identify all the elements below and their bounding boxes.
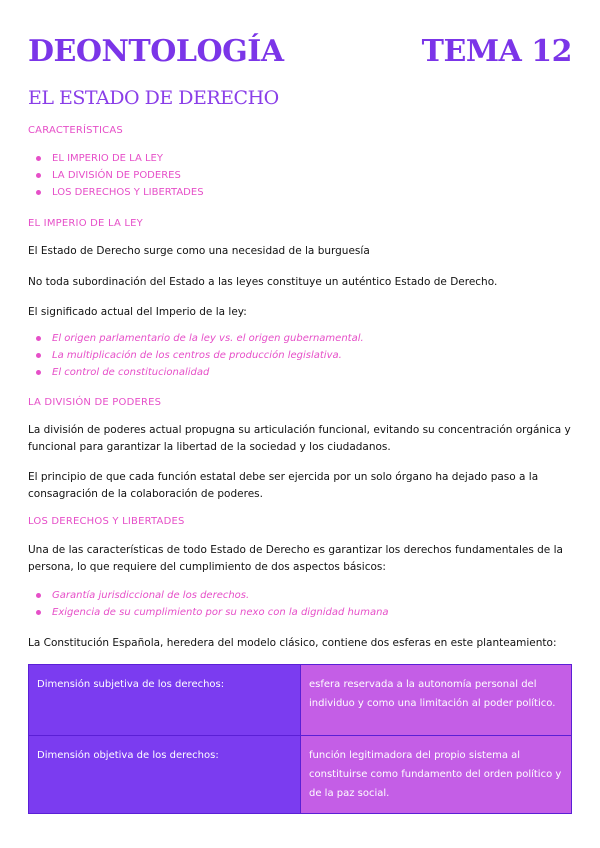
paragraph: No toda subordinación del Estado a las leyes constituye un auténtico Estado de Derecho. <box>28 276 498 288</box>
bullet-icon <box>36 190 41 195</box>
title-row <box>28 34 572 74</box>
paragraph: El significado actual del Imperio de la ley: <box>28 306 247 318</box>
paragraph: La división de poderes actual propugna su articulación funcional, evitando su concentración orgánica y funcional para garantizar la libertad de la sociedad y los ciudadanos. <box>28 424 571 453</box>
section-heading-caracteristicas: CARACTERÍSTICAS <box>28 125 123 136</box>
bullet-icon <box>36 156 41 161</box>
imperio-list <box>36 330 364 381</box>
page-subtitle: EL ESTADO DE DERECHO <box>28 87 279 109</box>
list-item: La multiplicación de los centros de producción legislativa. <box>36 347 364 364</box>
derechos-list <box>36 587 389 621</box>
section-heading-division: LA DIVISIÓN DE PODERES <box>28 397 162 408</box>
table-cell-description: función legitimadora del propio sistema al constituirse como fundamento del orden político y de la paz social. <box>301 736 572 814</box>
bullet-icon <box>36 336 41 341</box>
list-item: El origen parlamentario de la ley vs. el origen gubernamental. <box>36 330 364 347</box>
list-item: LOS DERECHOS Y LIBERTADES <box>36 184 204 201</box>
paragraph: El Estado de Derecho surge como una necesidad de la burguesía <box>28 245 370 257</box>
bullet-icon <box>36 370 41 375</box>
section-heading-imperio: EL IMPERIO DE LA LEY <box>28 218 143 229</box>
table-cell-description: esfera reservada a la autonomía personal del individuo y como una limitación al poder político. <box>301 665 572 736</box>
bullet-icon <box>36 353 41 358</box>
caracteristicas-list <box>36 150 204 201</box>
paragraph: La Constitución Española, heredera del modelo clásico, contiene dos esferas en este planteamiento: <box>28 637 557 649</box>
bullet-icon <box>36 173 41 178</box>
bullet-icon <box>36 593 41 598</box>
list-item: Garantía jurisdiccional de los derechos. <box>36 587 389 604</box>
paragraph: Una de las características de todo Estado de Derecho es garantizar los derechos fundamentales de la persona, lo que requiere del cumplimiento de dos aspectos básicos: <box>28 544 563 573</box>
dimensions-table <box>28 664 572 814</box>
list-item: EL IMPERIO DE LA LEY <box>36 150 204 167</box>
list-item: Exigencia de su cumplimiento por su nexo con la dignidad humana <box>36 604 389 621</box>
page-title: DEONTOLOGÍA <box>28 34 284 69</box>
topic-number: TEMA 12 <box>421 34 572 69</box>
table-row <box>29 665 572 736</box>
table-row <box>29 736 572 814</box>
table-cell-label: Dimensión objetiva de los derechos: <box>29 736 301 814</box>
table-cell-label: Dimensión subjetiva de los derechos: <box>29 665 301 736</box>
list-item: El control de constitucionalidad <box>36 364 364 381</box>
section-heading-derechos: LOS DERECHOS Y LIBERTADES <box>28 516 185 527</box>
paragraph: El principio de que cada función estatal debe ser ejercida por un solo órgano ha dejado paso a la consagración de la colaboración de poderes. <box>28 471 539 500</box>
list-item: LA DIVISIÓN DE PODERES <box>36 167 204 184</box>
bullet-icon <box>36 610 41 615</box>
